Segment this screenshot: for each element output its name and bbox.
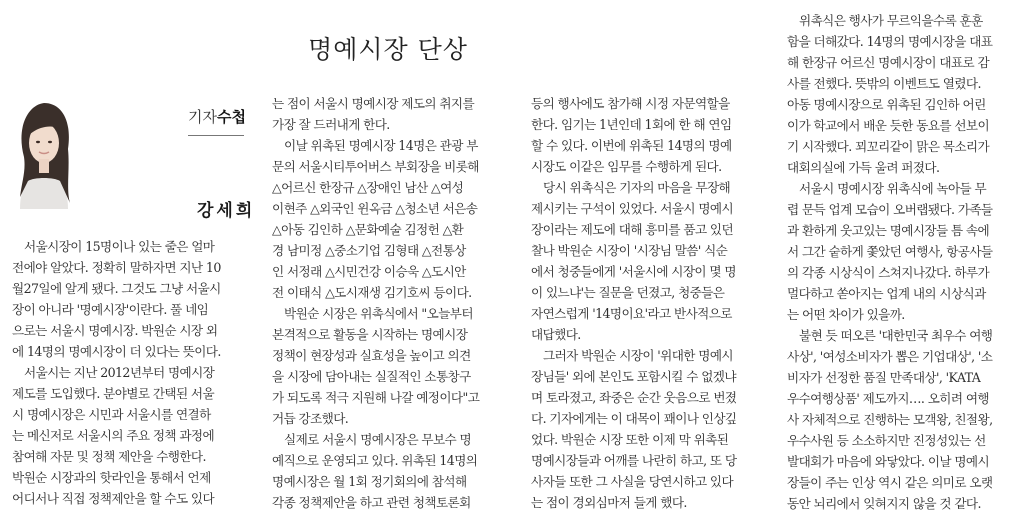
- article-line: 렵 문득 업계 모습이 오버랩됐다. 가족들: [787, 202, 993, 217]
- article-line: 한다. 임기는 1년인데 1회에 한 해 연임: [531, 117, 732, 132]
- article-line: 박원순 시장과의 핫라인을 통해서 언제: [12, 470, 211, 485]
- article-line: 이현주 △외국인 윈옥금 △청소년 서은송: [272, 201, 478, 216]
- article-line: 동안 뇌리에서 잊혀지지 않을 것 같다.: [787, 496, 981, 511]
- article-line: 해 한장규 어르신 명예시장이 대표로 감: [787, 55, 990, 70]
- article-line: 인 서정래 △시민건강 이승욱 △도시안: [272, 264, 466, 279]
- article-line: 각종 정책제안을 하고 관련 청책토론회: [272, 495, 471, 510]
- article-line: 장이 아니라 '명예시장'이란다. 풀 네임: [12, 302, 209, 317]
- article-line: 시 명예시장은 시민과 서울시를 연결하: [12, 407, 211, 422]
- article-line: 는 점이 경외심마저 들게 했다.: [531, 495, 687, 510]
- article-line: 었다. 박원순 시장 또한 이제 막 위촉된: [531, 432, 729, 447]
- article-line: 찰나 박원순 시장이 '시장님 말씀' 식순: [531, 243, 728, 258]
- article-line: 불현 듯 떠오른 '대한민국 최우수 여행: [799, 328, 993, 343]
- article-column-1: [12, 236, 221, 509]
- article-line: 이날 위촉된 명예시장 14명은 관광 부: [284, 138, 478, 153]
- article-line: 며 토라졌고, 좌중은 순간 웃음으로 번졌: [531, 390, 737, 405]
- article-line: 할 수 있다. 이번에 위촉된 14명의 명예: [531, 138, 732, 153]
- article-line: 그러자 박원순 시장이 '위대한 명예시: [543, 348, 733, 363]
- article-line: 기 시작했다. 꾀꼬리같이 맑은 목소리가: [787, 139, 990, 154]
- article-line: 당시 위촉식은 기자의 마음을 무장해: [543, 180, 731, 195]
- article-line: 어디서나 직접 정책제안을 할 수도 있다: [12, 491, 215, 506]
- article-line: 함을 더해갔다. 14명의 명예시장을 대표: [787, 34, 993, 49]
- article-line: 사 자체적으로 진행하는 모객왕, 친절왕,: [787, 412, 993, 427]
- article-line: △아동 김인하 △문화예술 김정헌 △환: [272, 222, 464, 237]
- article-line: 대회의실에 가득 울려 퍼졌다.: [787, 160, 940, 175]
- article-line: 아동 명예시장으로 위촉된 김인하 어린: [787, 97, 986, 112]
- article-column-4: [787, 10, 992, 514]
- article-line: 서 그간 숱하게 쫓았던 여행사, 항공사들: [787, 244, 993, 259]
- article-line: 거듭 강조했다.: [272, 411, 349, 426]
- article-line: 우수사원 등 소소하지만 진정성있는 선: [787, 433, 986, 448]
- article-line: 장님들' 외에 본인도 포함시킬 수 없겠냐: [531, 369, 736, 384]
- article-line: 전에야 알았다. 정확히 말하자면 지난 10: [12, 260, 221, 275]
- column-label: 기자수첩: [188, 108, 246, 126]
- reporter-photo: [10, 97, 78, 215]
- article-line: 전 이태식 △도시재생 김기호씨 등이다.: [272, 285, 472, 300]
- article-line: 대답했다.: [531, 327, 581, 342]
- article-line: 사를 전했다. 뜻밖의 이벤트도 열렸다.: [787, 76, 981, 91]
- article-line: 장들이 주는 인상 역시 같은 의미로 오랫: [787, 475, 993, 490]
- article-line: 제시키는 구석이 있었다. 서울시 명예시: [531, 201, 734, 216]
- article-column-3: [531, 93, 736, 513]
- article-line: 멀다하고 쏟아지는 업계 내의 시상식과: [787, 286, 986, 301]
- article-line: △어르신 한장규 △장애인 남산 △여성: [272, 180, 464, 195]
- article-line: 서울시는 지난 2012년부터 명예시장: [24, 365, 215, 380]
- article-line: 우수여행상품' 제도까지…. 오히려 여행: [787, 391, 989, 406]
- column-label-underline: [188, 135, 244, 136]
- article-column-2: [272, 93, 479, 513]
- article-line: 제도를 도입했다. 분야별로 간택된 서울: [12, 386, 215, 401]
- article-line: 가 되도록 적극 지원해 나갈 예정이다"고: [272, 390, 480, 405]
- article-line: 본격적으로 활동을 시작하는 명예시장: [272, 327, 468, 342]
- article-line: 과 환하게 웃고있는 명예시장들 틈 속에: [787, 223, 990, 238]
- article-line: 에 14명의 명예시장이 더 있다는 뜻이다.: [12, 344, 221, 359]
- article-line: 사상', '여성소비자가 뽑은 기업대상', '소: [787, 349, 993, 364]
- article-line: 문의 서울시티투어버스 부회장을 비롯해: [272, 159, 479, 174]
- article-line: 위촉식은 행사가 무르익을수록 훈훈: [799, 13, 983, 28]
- article-line: 박원순 시장은 위촉식에서 "오늘부터: [284, 306, 473, 321]
- article-line: 의 각종 시상식이 스쳐지나갔다. 하루가: [787, 265, 990, 280]
- article-line: 경 남미정 △중소기업 김형태 △전통상: [272, 243, 466, 258]
- article-line: 명예시장들과 어깨를 나란히 하고, 또 당: [531, 453, 737, 468]
- article-line: 정책이 현장성과 실효성을 높이고 의견: [272, 348, 471, 363]
- article-line: 실제로 서울시 명예시장은 무보수 명: [284, 432, 472, 447]
- article-line: 다. 기자에게는 이 대목이 꽤이나 인상깊: [531, 411, 737, 426]
- article-line: 비자가 선정한 품질 만족대상', 'KATA: [787, 370, 981, 385]
- article-line: 을 시장에 담아내는 실질적인 소통창구: [272, 369, 471, 384]
- article-line: 는 점이 서울시 명예시장 제도의 취지를: [272, 96, 475, 111]
- article-line: 장이라는 제도에 대해 흥미를 품고 있던: [531, 222, 734, 237]
- article-line: 등의 행사에도 참가해 시정 자문역할을: [531, 96, 730, 111]
- article-line: 발대회가 마음에 와닿았다. 이날 명예시: [787, 454, 990, 469]
- article-line: 자연스럽게 '14명이요'라고 반사적으로: [531, 306, 732, 321]
- article-line: 이가 학교에서 배운 듯한 동요를 선보이: [787, 118, 990, 133]
- article-line: 가장 잘 드러내게 한다.: [272, 117, 390, 132]
- article-line: 으로는 서울시 명예시장. 박원순 시장 외: [12, 323, 218, 338]
- article-line: 이 있느냐'는 질문을 던졌고, 청중들은: [531, 285, 725, 300]
- article-line: 에서 청중들에게 '서울시에 시장이 몇 명: [531, 264, 736, 279]
- article-line: 명예시장은 월 1회 정기회의에 참석해: [272, 474, 467, 489]
- article-line: 는 어떤 차이가 있을까.: [787, 307, 905, 322]
- reporter-name: 강세희: [197, 201, 256, 221]
- article-line: 월27일에 알게 됐다. 그것도 그냥 서울시: [12, 281, 221, 296]
- article-line: 시장도 이같은 임무를 수행하게 된다.: [531, 159, 722, 174]
- article-line: 서울시장이 15명이나 있는 줄은 얼마: [24, 239, 215, 254]
- article-line: 는 메신저로 서울시의 주요 정책 과정에: [12, 428, 215, 443]
- article-line: 예직으로 운영되고 있다. 위촉된 14명의: [272, 453, 478, 468]
- article-line: 사자들 또한 그 사실을 당연시하고 있다: [531, 474, 734, 489]
- article-line: 서울시 명예시장 위촉식에 녹아들 무: [799, 181, 987, 196]
- article-line: 참여해 자문 및 정책 제안을 수행한다.: [12, 449, 206, 464]
- article-headline: 명예시장 단상: [308, 35, 468, 64]
